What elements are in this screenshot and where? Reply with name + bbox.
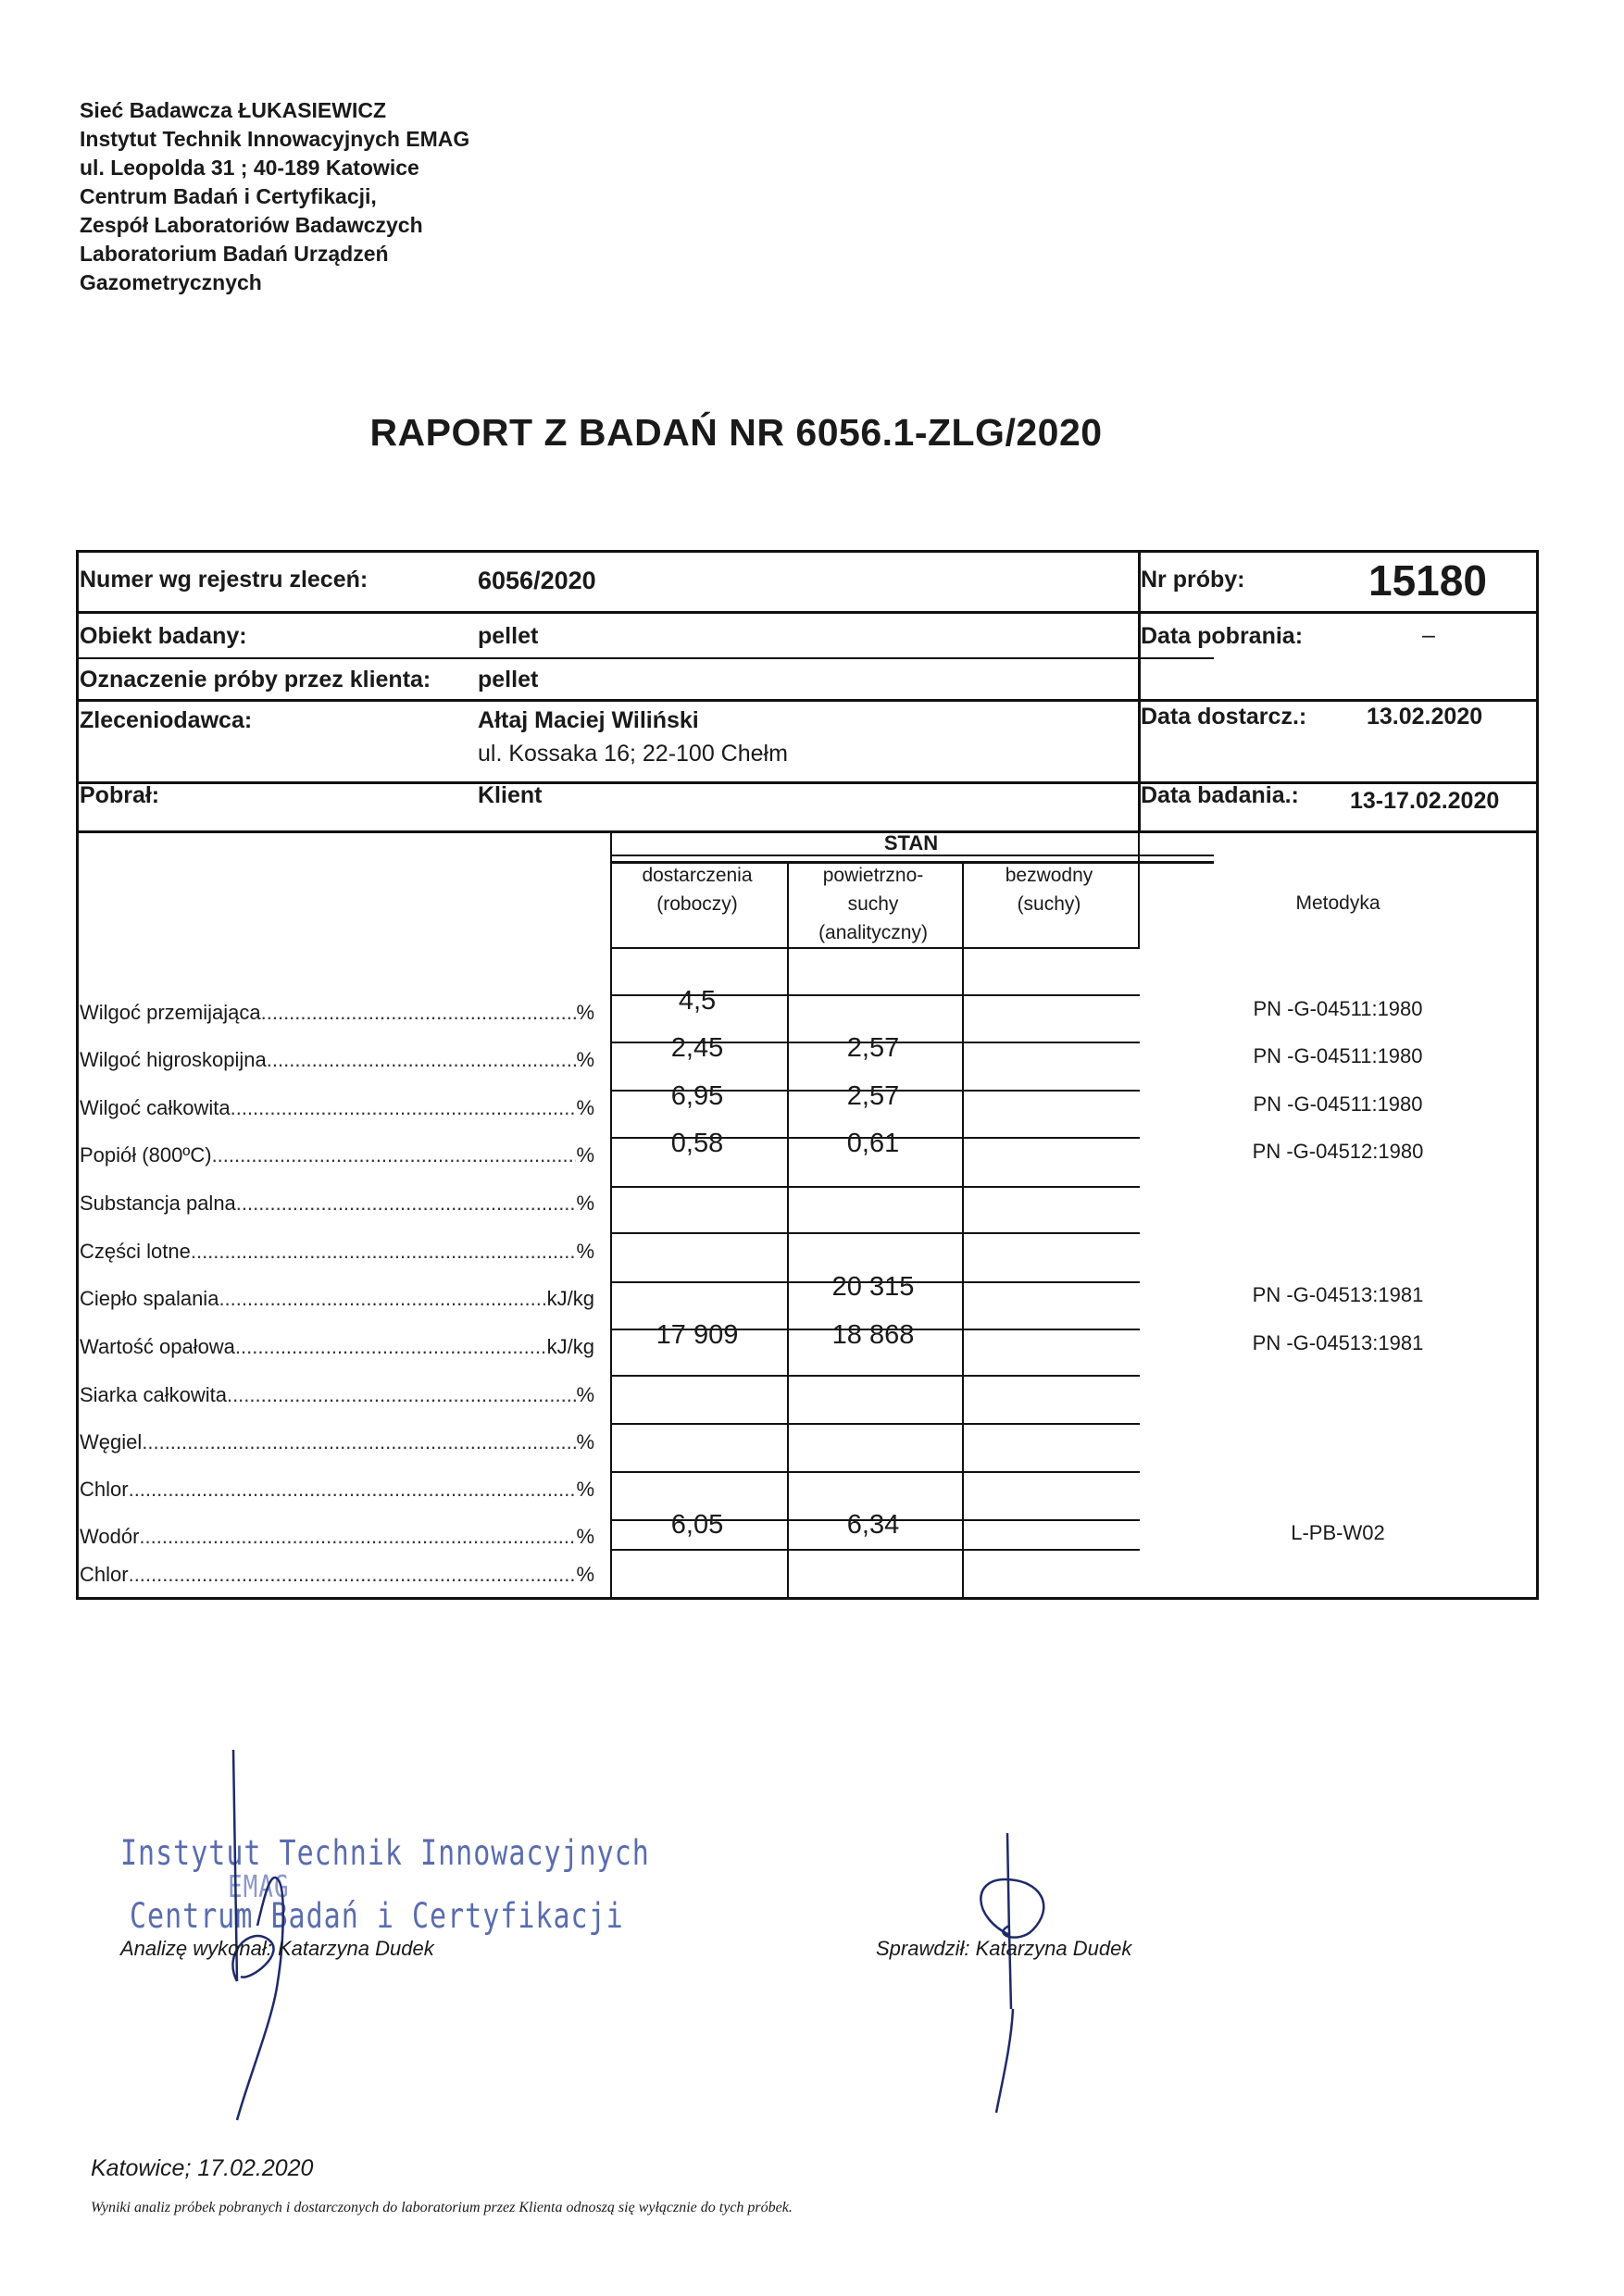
result-row-label	[80, 1048, 594, 1072]
parameter-name: Wilgoć całkowita	[80, 1096, 231, 1119]
result-row-label	[80, 1563, 594, 1587]
parameter-name: Chlor	[80, 1478, 129, 1501]
result-row-label	[80, 1335, 594, 1359]
register-label: Numer wg rejestru zleceń:	[80, 567, 369, 593]
table-divider	[610, 947, 1140, 949]
parameter-name: Części lotne	[80, 1240, 191, 1263]
parameter-unit: %	[576, 1525, 594, 1548]
client-label: Zleceniodawca:	[80, 707, 253, 733]
delivery-date-label: Data dostarcz.:	[1141, 704, 1307, 730]
table-divider	[79, 781, 1536, 784]
client-address: ul. Kossaka 16; 22-100 Chełm	[478, 741, 788, 767]
parameter-name: Chlor	[80, 1563, 129, 1586]
client-mark-value: pellet	[478, 667, 539, 693]
table-divider	[787, 861, 789, 1597]
parameter-name: Siarka całkowita	[80, 1383, 227, 1406]
parameter-name: Popiół (800ºC)	[80, 1143, 212, 1167]
result-row-label	[80, 1143, 594, 1167]
dot-leader	[227, 1383, 576, 1407]
signature-checker	[954, 1824, 1102, 2120]
sampling-date-label: Data pobrania:	[1141, 623, 1304, 649]
table-divider	[610, 830, 612, 1597]
dot-leader	[261, 1001, 577, 1025]
checked-by: Sprawdził: Katarzyna Dudek	[876, 1937, 1132, 1960]
table-divider	[610, 1471, 1140, 1473]
value-delivered: 2,45	[670, 1033, 724, 1063]
col-delivered-line1: dostarczenia	[642, 865, 753, 886]
table-divider	[79, 699, 1536, 702]
sampler-value: Klient	[478, 782, 543, 808]
value-air-dry: 2,57	[846, 1033, 900, 1063]
parameter-unit: %	[576, 1478, 594, 1501]
result-row-label	[80, 1192, 594, 1216]
table-divider	[610, 1423, 1140, 1425]
parameter-name: Wilgoć higroskopijna	[80, 1048, 267, 1071]
result-row-label	[80, 1096, 594, 1120]
institute-stamp-line3: Centrum Badań i Certyfikacji	[130, 1896, 624, 1937]
institute-stamp-line1: Instytut Technik Innowacyjnych	[120, 1833, 650, 1874]
sampling-date-value: –	[1422, 622, 1435, 648]
result-row-label	[80, 1525, 594, 1549]
parameter-unit: %	[576, 1383, 594, 1406]
sample-number-label: Nr próby:	[1141, 567, 1245, 593]
parameter-unit: %	[576, 1001, 594, 1024]
method-value: PN -G-04511:1980	[1253, 1044, 1423, 1067]
table-divider	[962, 861, 964, 1597]
result-row-label	[80, 1478, 594, 1502]
header-line: Gazometrycznych	[80, 270, 262, 294]
delivery-date-value: 13.02.2020	[1367, 704, 1483, 730]
object-label: Obiekt badany:	[80, 623, 247, 649]
dot-leader	[236, 1192, 577, 1216]
institution-header	[80, 96, 728, 297]
parameter-name: Substancja palna	[80, 1192, 236, 1215]
parameter-name: Wodór	[80, 1525, 140, 1548]
state-header: STAN	[883, 831, 939, 855]
table-divider	[79, 611, 1536, 614]
value-delivered: 4,5	[678, 986, 717, 1016]
footnote: Wyniki analiz próbek pobranych i dostarczonych do laboratorium przez Klienta odnoszą się wyłącznie do tych próbek.	[91, 2200, 793, 2215]
col-air-dry-line3: (analityczny)	[818, 922, 928, 943]
value-delivered: 17 909	[656, 1320, 739, 1350]
result-row-label	[80, 1430, 594, 1454]
method-value: PN -G-04512:1980	[1252, 1140, 1424, 1163]
sampler-label: Pobrał:	[80, 782, 160, 808]
method-value: PN -G-04513:1981	[1252, 1331, 1424, 1354]
dot-leader	[191, 1240, 577, 1264]
result-row-label	[80, 1240, 594, 1264]
value-delivered: 6,95	[670, 1081, 724, 1111]
dot-leader	[142, 1430, 576, 1454]
sample-number-value: 15180	[1368, 556, 1487, 605]
value-air-dry: 18 868	[831, 1320, 915, 1350]
signature-analyst	[185, 1741, 370, 2129]
method-value: L-PB-W02	[1291, 1521, 1385, 1544]
parameter-unit: %	[576, 1192, 594, 1215]
parameter-unit: kJ/kg	[546, 1287, 594, 1310]
col-delivered-line2: (roboczy)	[656, 893, 738, 915]
parameter-name: Ciepło spalania	[80, 1287, 219, 1310]
header-line: Zespół Laboratoriów Badawczych	[80, 213, 423, 237]
parameter-unit: %	[576, 1048, 594, 1071]
analyzed-by: Analizę wykonał: Katarzyna Dudek	[120, 1937, 434, 1960]
col-air-dry-header	[785, 861, 961, 947]
parameter-name: Wartość opałowa	[80, 1335, 235, 1358]
report-title: RAPORT Z BADAŃ NR 6056.1-ZLG/2020	[369, 411, 1103, 454]
object-value: pellet	[478, 623, 539, 649]
dot-leader	[267, 1048, 577, 1072]
institute-stamp-line2: EMAG	[228, 1870, 290, 1905]
table-divider	[79, 657, 1214, 659]
value-air-dry: 6,34	[846, 1510, 900, 1540]
value-air-dry: 0,61	[846, 1129, 900, 1158]
client-name: Ałtaj Maciej Wiliński	[478, 707, 699, 733]
dot-leader	[219, 1287, 546, 1311]
parameter-name: Węgiel	[80, 1430, 143, 1454]
test-date-label: Data badania.:	[1141, 782, 1299, 808]
header-line: Centrum Badań i Certyfikacji,	[80, 184, 377, 208]
method-value: PN -G-04511:1980	[1253, 997, 1423, 1020]
parameter-unit: %	[576, 1143, 594, 1167]
parameter-unit: %	[576, 1563, 594, 1586]
header-line: Laboratorium Badań Urządzeń	[80, 242, 389, 266]
table-divider	[610, 1549, 1140, 1551]
method-value: PN -G-04511:1980	[1253, 1092, 1423, 1116]
value-air-dry: 20 315	[831, 1272, 915, 1302]
table-divider	[610, 1375, 1140, 1377]
table-divider	[610, 1186, 1140, 1188]
parameter-unit: %	[576, 1240, 594, 1263]
header-line: Instytut Technik Innowacyjnych EMAG	[80, 127, 470, 151]
result-row-label	[80, 1287, 594, 1311]
col-air-dry-line2: suchy	[847, 893, 899, 915]
parameter-name: Wilgoć przemijająca	[80, 1001, 261, 1024]
dot-leader	[139, 1525, 576, 1549]
col-dry-line1: bezwodny	[1005, 865, 1093, 886]
parameter-unit: %	[576, 1430, 594, 1454]
client-mark-label: Oznaczenie próby przez klienta:	[80, 667, 431, 693]
dot-leader	[231, 1096, 577, 1120]
value-delivered: 0,58	[670, 1129, 724, 1158]
header-line: ul. Leopolda 31 ; 40-189 Katowice	[80, 156, 419, 180]
dot-leader	[212, 1143, 577, 1167]
col-air-dry-line1: powietrzno-	[822, 865, 924, 886]
register-value: 6056/2020	[478, 567, 596, 594]
dot-leader	[129, 1478, 577, 1502]
dot-leader	[129, 1563, 577, 1587]
parameter-unit: %	[576, 1096, 594, 1119]
place-and-date: Katowice; 17.02.2020	[91, 2155, 314, 2181]
value-air-dry: 2,57	[846, 1081, 900, 1111]
result-row-label	[80, 1001, 594, 1025]
method-value: PN -G-04513:1981	[1252, 1283, 1424, 1306]
value-delivered: 6,05	[670, 1510, 724, 1540]
table-divider	[610, 1232, 1140, 1234]
method-header: Metodyka	[1295, 892, 1380, 914]
test-date-value: 13-17.02.2020	[1350, 788, 1500, 814]
dot-leader	[235, 1335, 547, 1359]
col-dry-line2: (suchy)	[1017, 893, 1081, 915]
col-dry-header	[961, 861, 1137, 918]
parameter-unit: kJ/kg	[546, 1335, 594, 1358]
header-line: Sieć Badawcza ŁUKASIEWICZ	[80, 98, 387, 122]
col-delivered-header	[609, 861, 785, 918]
result-row-label	[80, 1383, 594, 1407]
